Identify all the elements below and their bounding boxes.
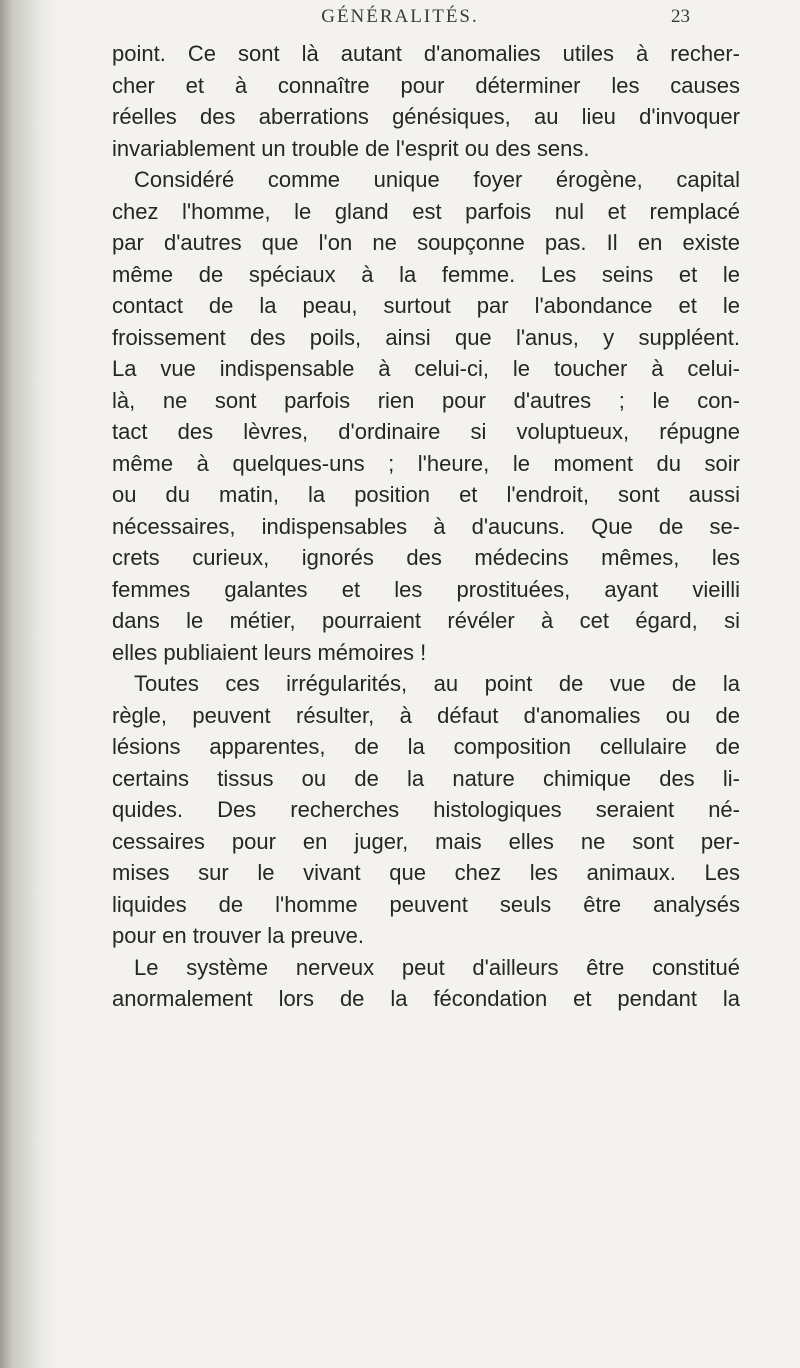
text-line: invariablement un trouble de l'esprit ou des sens. — [112, 135, 590, 161]
text-line: certains tissus ou de la nature chimique des li- — [112, 765, 740, 791]
text-line: chez l'homme, le gland est parfois nul et remplacé — [112, 198, 740, 224]
text-line: règle, peuvent résulter, à défaut d'anomalies ou de — [112, 702, 740, 728]
text-line: par d'autres que l'on ne soupçonne pas. Il en existe — [112, 230, 740, 255]
binding-shadow — [0, 0, 60, 1368]
text-line: froissement des poils, ainsi que l'anus, y suppléent. — [112, 324, 740, 350]
body-text — [112, 38, 740, 1015]
text-line: point. Ce sont là autant d'anomalies utiles à recher- — [112, 41, 740, 66]
page-header — [40, 2, 760, 34]
page-number: 23 — [671, 6, 690, 27]
text-line: nécessaires, indispensables à d'aucuns. Que de se- — [112, 513, 740, 539]
text-line: là, ne sont parfois rien pour d'autres ; le con- — [112, 387, 740, 413]
running-head: GÉNÉRALITÉS. — [321, 6, 479, 27]
text-line: mises sur le vivant que chez les animaux. Les — [112, 860, 740, 885]
text-line: La vue indispensable à celui-ci, le toucher à celui- — [112, 356, 740, 381]
text-line: cher et à connaître pour déterminer les causes — [112, 72, 740, 98]
text-line: cessaires pour en juger, mais elles ne sont per- — [112, 828, 740, 854]
text-line: quides. Des recherches histologiques seraient né- — [112, 797, 740, 822]
text-line: anormalement lors de la fécondation et pendant la — [112, 986, 740, 1011]
text-line: tact des lèvres, d'ordinaire si voluptueux, répugne — [112, 419, 740, 444]
text-line: lésions apparentes, de la composition cellulaire de — [112, 734, 740, 759]
text-line: ou du matin, la position et l'endroit, sont aussi — [112, 482, 740, 507]
text-line: crets curieux, ignorés des médecins mêmes, les — [112, 545, 740, 570]
text-line: Le système nerveux peut d'ailleurs être constitué — [134, 954, 740, 980]
text-line: Considéré comme unique foyer érogène, capital — [134, 167, 740, 192]
text-line: Toutes ces irrégularités, au point de vue de la — [134, 671, 740, 696]
text-line: elles publiaient leurs mémoires ! — [112, 639, 427, 665]
text-line: femmes galantes et les prostituées, ayant vieilli — [112, 576, 740, 602]
text-line: pour en trouver la preuve. — [112, 923, 364, 948]
text-line: réelles des aberrations génésiques, au lieu d'invoquer — [112, 104, 740, 129]
text-line: contact de la peau, surtout par l'abondance et le — [112, 293, 740, 318]
text-line: liquides de l'homme peuvent seuls être analysés — [112, 891, 740, 917]
text-line: même de spéciaux à la femme. Les seins et le — [112, 261, 740, 287]
text-line: dans le métier, pourraient révéler à cet égard, si — [112, 608, 740, 633]
text-line: même à quelques-uns ; l'heure, le moment du soir — [112, 450, 740, 476]
